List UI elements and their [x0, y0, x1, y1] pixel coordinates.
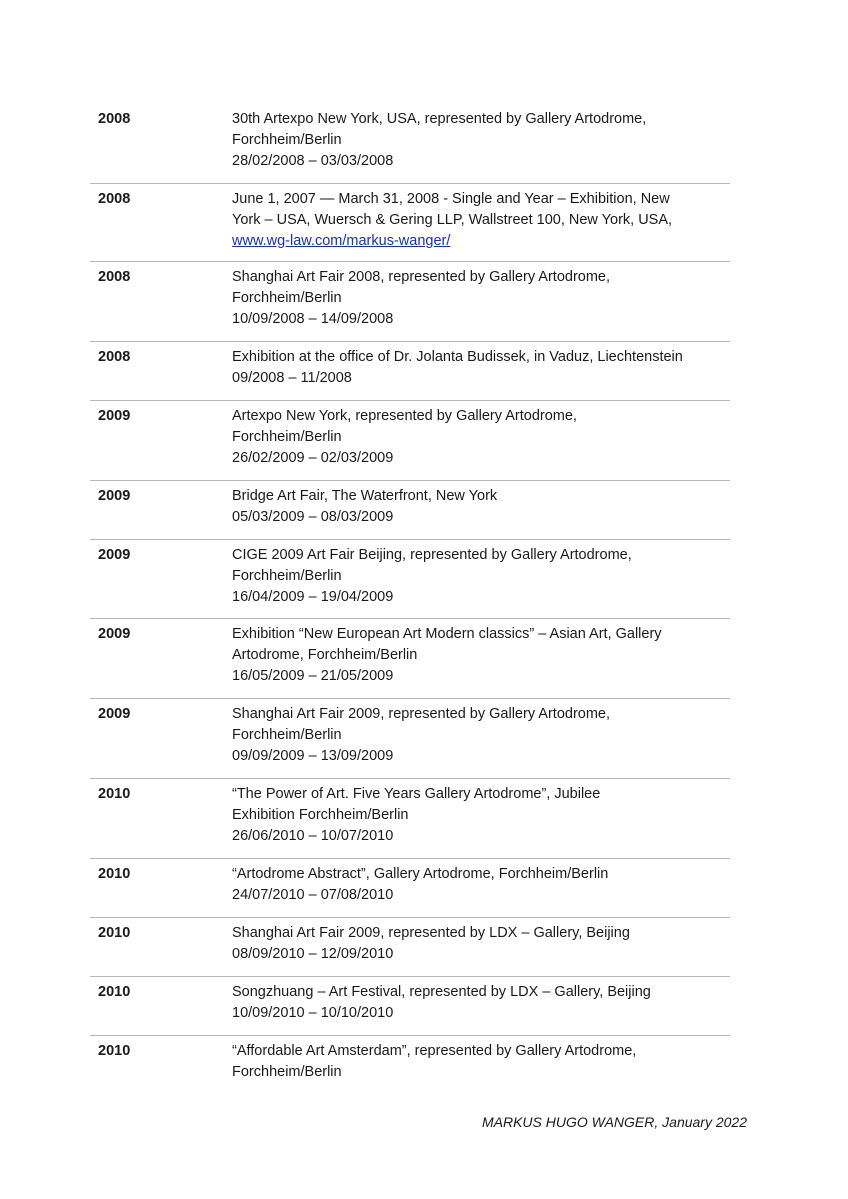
- description-cell: [232, 982, 730, 1035]
- year-cell: 2008: [98, 191, 131, 207]
- description-line: CIGE 2009 Art Fair Beijing, represented by Gallery Artodrome,: [232, 547, 632, 563]
- description-line: 16/05/2009 – 21/05/2009: [232, 668, 394, 684]
- description-line: 10/09/2008 – 14/09/2008: [232, 311, 394, 327]
- description-cell: [232, 784, 730, 858]
- description-line: York – USA, Wuersch & Gering LLP, Wallstreet 100, New York, USA,: [232, 212, 673, 228]
- table-row: [90, 262, 730, 342]
- table-row: [90, 1036, 730, 1095]
- description-cell: [232, 704, 730, 778]
- year-cell: 2010: [98, 984, 131, 1000]
- description-line: Artexpo New York, represented by Gallery Artodrome,: [232, 408, 577, 424]
- description-line: “Affordable Art Amsterdam”, represented by Gallery Artodrome,: [232, 1043, 637, 1059]
- description-line: Forchheim/Berlin: [232, 132, 342, 148]
- table-row: [90, 918, 730, 977]
- description-line: 28/02/2008 – 03/03/2008: [232, 153, 394, 169]
- page-footer: MARKUS HUGO WANGER, January 2022: [481, 1114, 747, 1130]
- description-link-line: [232, 231, 730, 252]
- description-line: Songzhuang – Art Festival, represented by LDX – Gallery, Beijing: [232, 984, 651, 1000]
- description-cell: [232, 406, 730, 480]
- description-line: Exhibition “New European Art Modern classics” – Asian Art, Gallery: [232, 626, 662, 642]
- table-row: [90, 540, 730, 619]
- description-cell: [232, 923, 730, 976]
- description-cell: [232, 189, 730, 261]
- description-line: Forchheim/Berlin: [232, 290, 342, 306]
- year-cell: 2009: [98, 706, 131, 722]
- description-line: “The Power of Art. Five Years Gallery Artodrome”, Jubilee: [232, 786, 601, 802]
- table-row: [90, 401, 730, 481]
- table-row: [90, 859, 730, 918]
- year-cell: 2009: [98, 488, 131, 504]
- description-line: Forchheim/Berlin: [232, 568, 342, 584]
- description-line: Shanghai Art Fair 2008, represented by Gallery Artodrome,: [232, 269, 611, 285]
- description-line: June 1, 2007 — March 31, 2008 - Single and Year – Exhibition, New: [232, 191, 670, 207]
- year-cell: 2009: [98, 547, 131, 563]
- table-row: [90, 184, 730, 262]
- website-link[interactable]: www.wg-law.com/markus-wanger/: [232, 233, 451, 249]
- description-line: Artodrome, Forchheim/Berlin: [232, 647, 418, 663]
- description-line: Shanghai Art Fair 2009, represented by LDX – Gallery, Beijing: [232, 925, 630, 941]
- year-cell: 2008: [98, 349, 131, 365]
- description-line: 10/09/2010 – 10/10/2010: [232, 1005, 394, 1021]
- table-row: [90, 481, 730, 540]
- description-cell: [232, 545, 730, 618]
- description-cell: [232, 347, 730, 400]
- description-line: 24/07/2010 – 07/08/2010: [232, 887, 394, 903]
- table-row: [90, 619, 730, 699]
- description-line: Shanghai Art Fair 2009, represented by Gallery Artodrome,: [232, 706, 611, 722]
- exhibition-table: [90, 104, 730, 1095]
- year-cell: 2009: [98, 626, 131, 642]
- table-row: [90, 977, 730, 1036]
- year-cell: 2010: [98, 925, 131, 941]
- description-line: 08/09/2010 – 12/09/2010: [232, 946, 394, 962]
- description-cell: [232, 624, 730, 698]
- description-line: 09/2008 – 11/2008: [232, 370, 352, 386]
- year-cell: 2010: [98, 1043, 131, 1059]
- description-line: Forchheim/Berlin: [232, 429, 342, 445]
- year-cell: 2009: [98, 408, 131, 424]
- table-row: [90, 104, 730, 184]
- year-cell: 2010: [98, 786, 131, 802]
- table-row: [90, 699, 730, 779]
- description-line: Bridge Art Fair, The Waterfront, New York: [232, 488, 498, 504]
- description-line: 09/09/2009 – 13/09/2009: [232, 748, 394, 764]
- description-line: Forchheim/Berlin: [232, 727, 342, 743]
- description-line: 26/06/2010 – 10/07/2010: [232, 828, 394, 844]
- description-line: 05/03/2009 – 08/03/2009: [232, 509, 394, 525]
- description-line: Exhibition at the office of Dr. Jolanta Budissek, in Vaduz, Liechtenstein: [232, 349, 683, 365]
- year-cell: 2008: [98, 269, 131, 285]
- table-row: [90, 779, 730, 859]
- year-cell: 2010: [98, 866, 131, 882]
- year-cell: 2008: [98, 111, 131, 127]
- description-cell: [232, 486, 730, 539]
- description-line: Forchheim/Berlin: [232, 1064, 342, 1080]
- description-line: 16/04/2009 – 19/04/2009: [232, 589, 394, 605]
- description-cell: [232, 1041, 730, 1095]
- description-line: 26/02/2009 – 02/03/2009: [232, 450, 394, 466]
- description-line: 30th Artexpo New York, USA, represented by Gallery Artodrome,: [232, 111, 647, 127]
- table-row: [90, 342, 730, 401]
- description-cell: [232, 267, 730, 341]
- description-cell: [232, 109, 730, 183]
- description-line: Exhibition Forchheim/Berlin: [232, 807, 409, 823]
- description-cell: [232, 864, 730, 917]
- description-line: “Artodrome Abstract”, Gallery Artodrome, Forchheim/Berlin: [232, 866, 609, 882]
